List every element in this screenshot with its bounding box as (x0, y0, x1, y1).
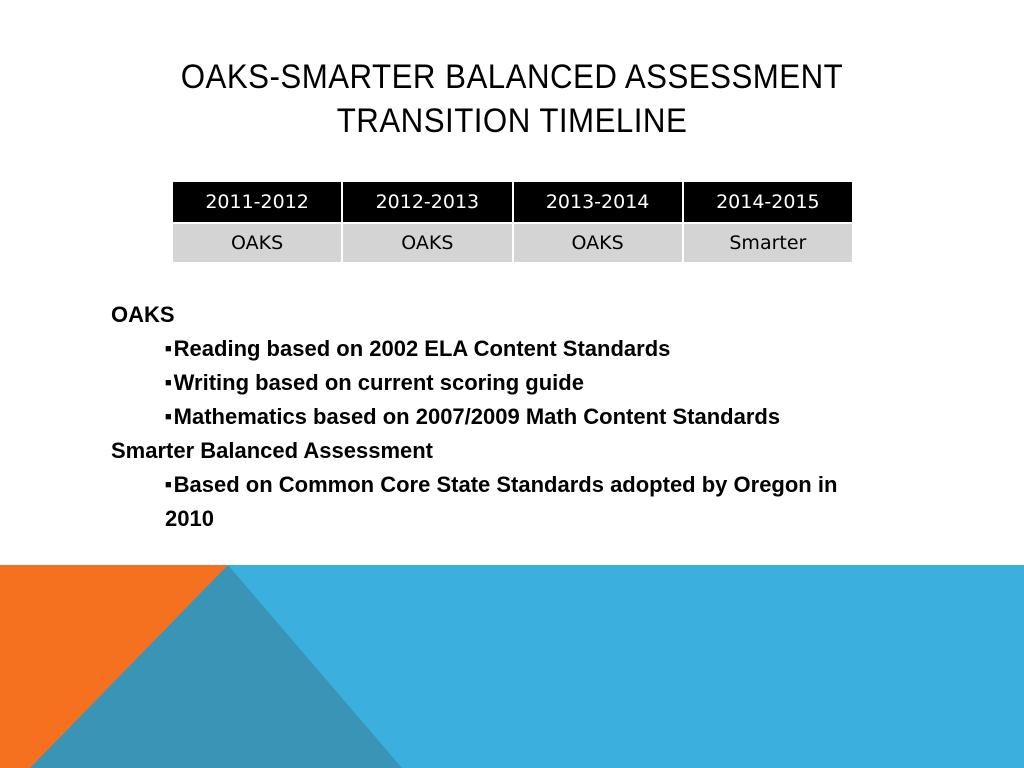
timeline-header-cell: 2012-2013 (342, 181, 512, 223)
bullet-item (111, 400, 871, 434)
timeline-header-row (172, 181, 853, 223)
bullet-text: Based on Common Core State Standards adopted by Oregon in 2010 (165, 472, 838, 531)
slide-title (41, 55, 983, 143)
bullet-text: Reading based on 2002 ELA Content Standards (173, 336, 671, 361)
timeline-data-row (172, 223, 853, 263)
bullet-item (111, 468, 871, 536)
bullet-item (111, 332, 871, 366)
timeline-data-cell: OAKS (513, 223, 683, 263)
slide-title-line1: OAKS-SMARTER BALANCED ASSESSMENT (180, 57, 844, 96)
square-bullet-icon: ■ (165, 343, 172, 355)
section-heading-oaks: OAKS (111, 302, 175, 327)
square-bullet-icon: ■ (165, 411, 172, 423)
bullet-item (111, 366, 871, 400)
timeline-data-cell: OAKS (342, 223, 512, 263)
timeline-table (171, 180, 854, 264)
timeline-header-cell: 2011-2012 (172, 181, 342, 223)
timeline-header-cell: 2013-2014 (513, 181, 683, 223)
timeline-data-cell: Smarter (683, 223, 853, 263)
square-bullet-icon: ■ (165, 479, 172, 491)
decorative-footer-shapes (0, 565, 1024, 768)
bullet-text: Mathematics based on 2007/2009 Math Content Standards (173, 404, 781, 429)
timeline-header-cell: 2014-2015 (683, 181, 853, 223)
bullet-text: Writing based on current scoring guide (173, 370, 584, 395)
slide-title-line2: TRANSITION TIMELINE (336, 101, 688, 140)
square-bullet-icon: ■ (165, 377, 172, 389)
slide-content (111, 298, 871, 536)
section-heading-smarter: Smarter Balanced Assessment (111, 438, 434, 463)
timeline-data-cell: OAKS (172, 223, 342, 263)
